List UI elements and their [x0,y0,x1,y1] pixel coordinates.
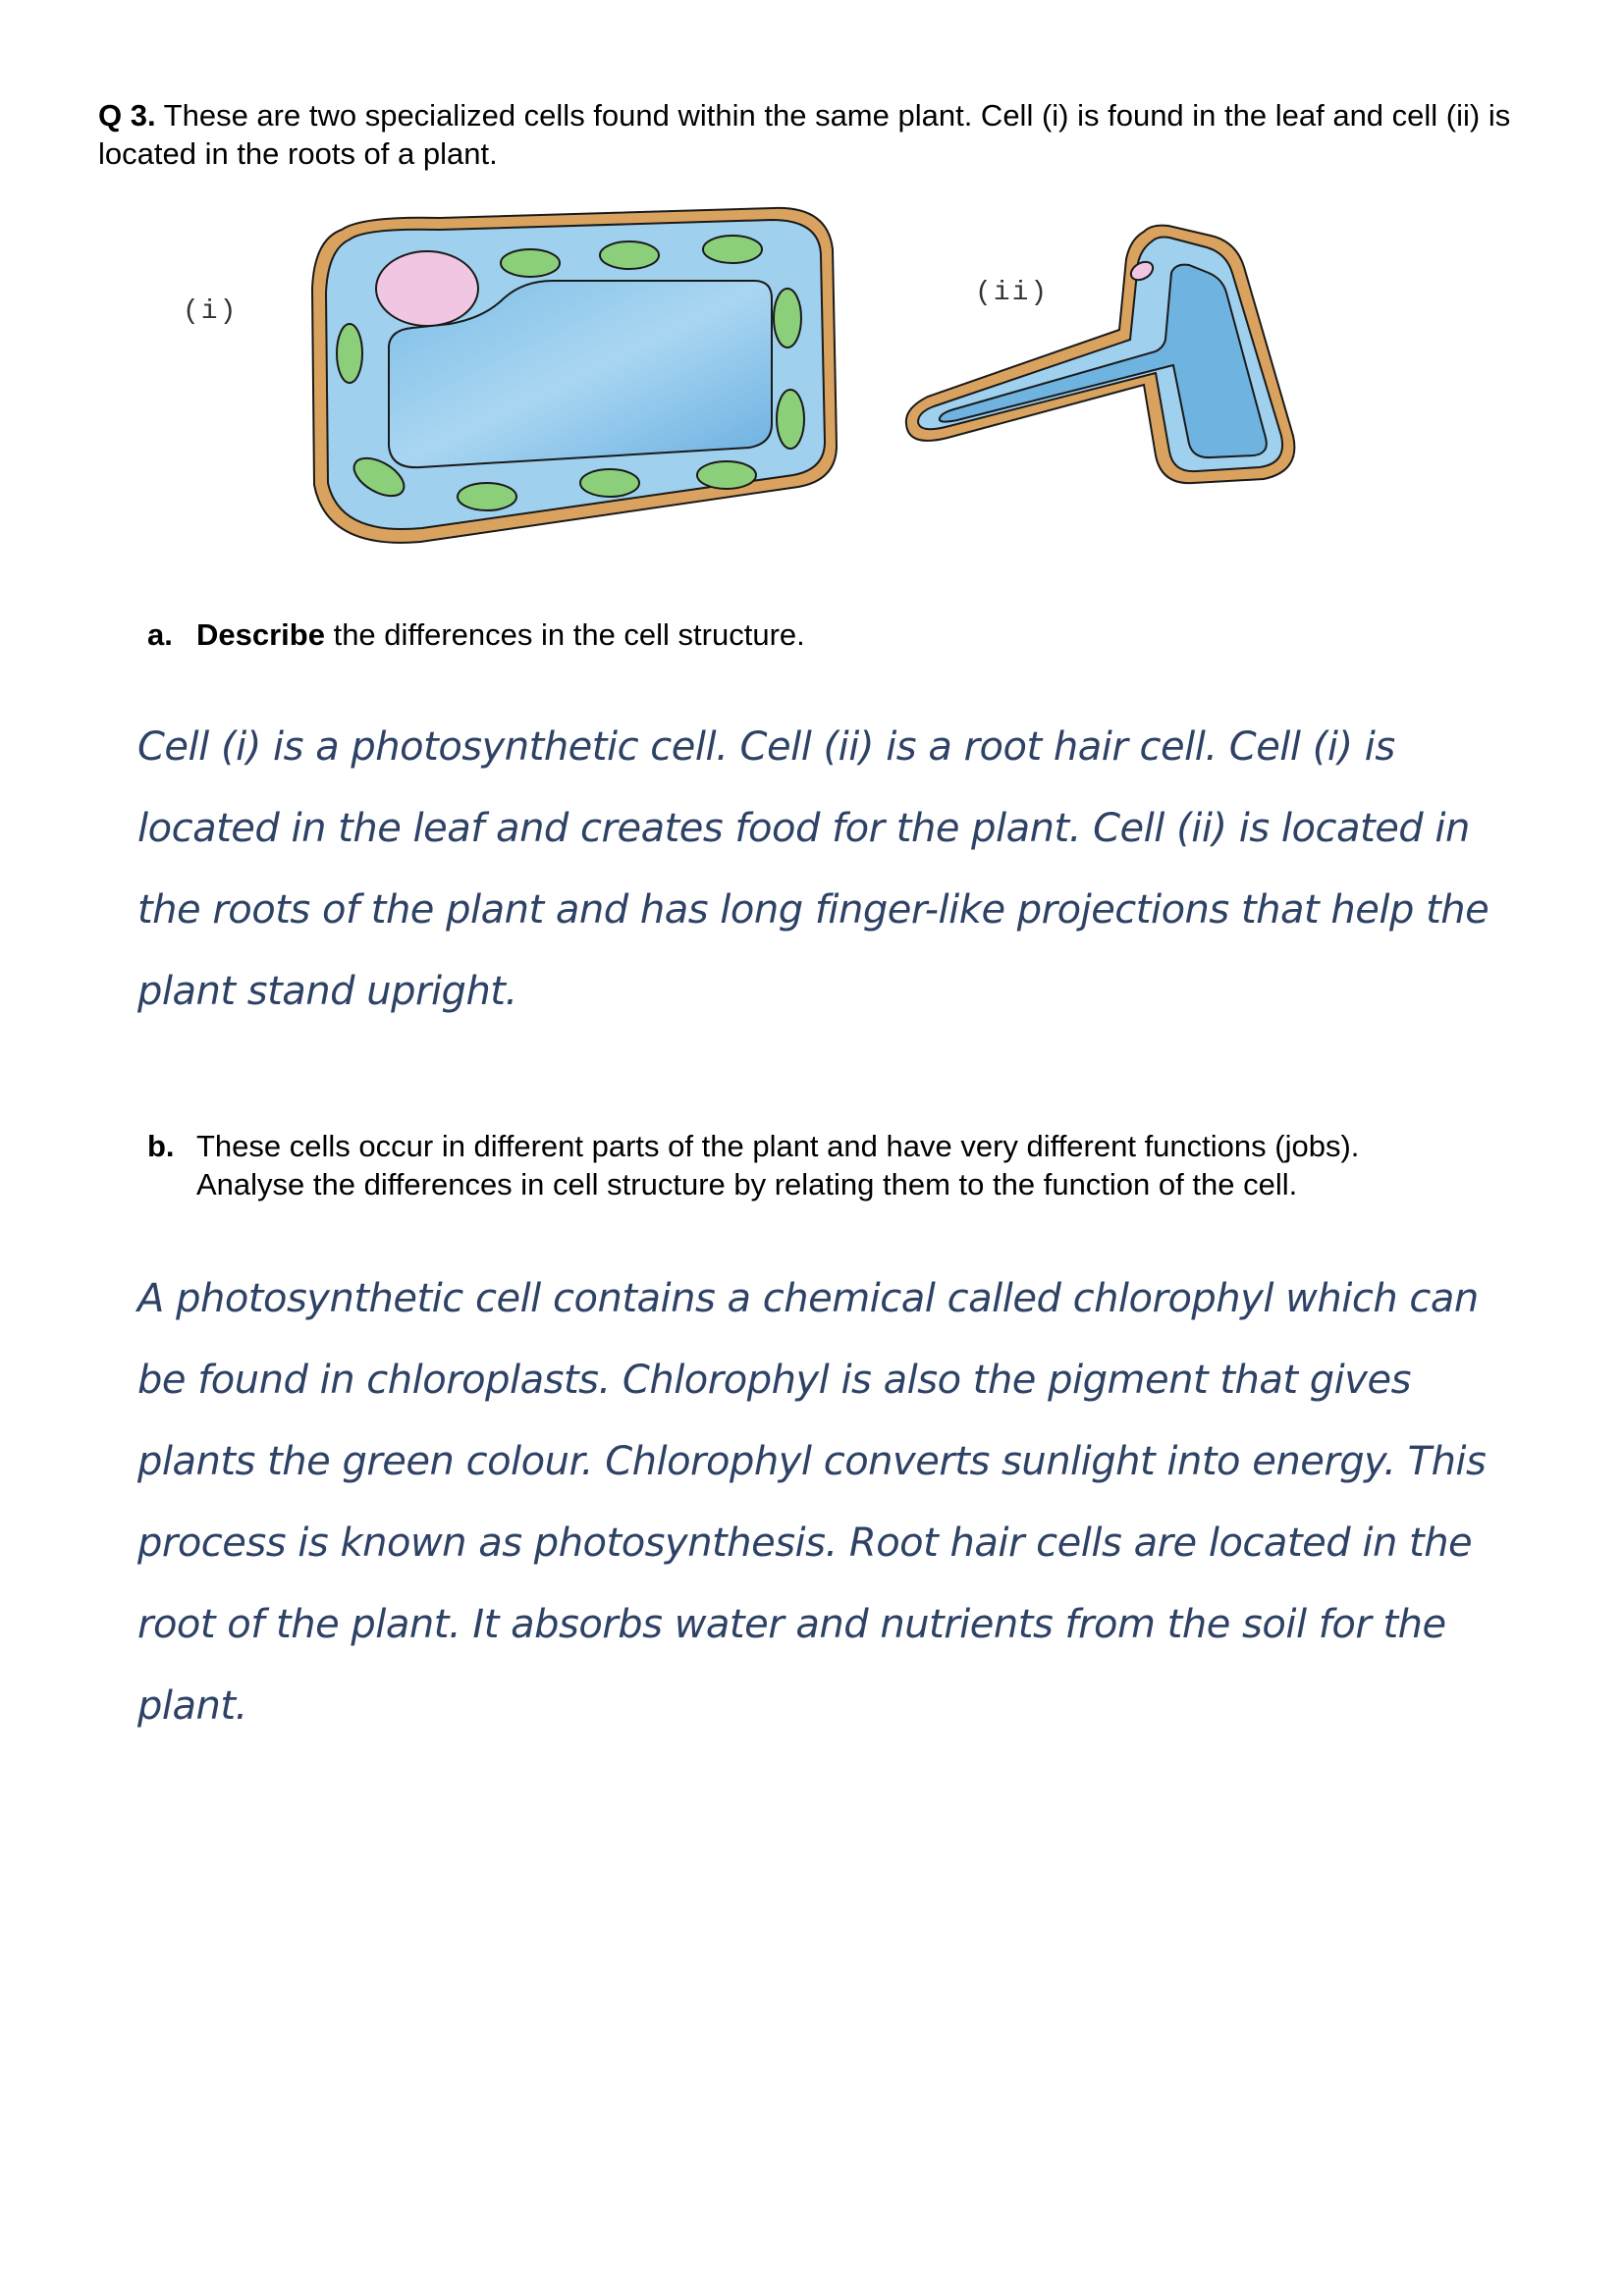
part-b-text-line2: Analyse the differences in cell structure by relating them to the function of the cell. [196,1167,1298,1201]
part-b-answer: A photosynthetic cell contains a chemical called chlorophyl which can be found in chloroplasts. Chlorophyl is also the pigment that gives plants the green colour. Chlorophyl converts sunlight into energy. This process is known as photosynthesis. Root hair cells are located in the root of the plant. It absorbs water and nutrients from the soil for the plant. [137,1276,1487,1729]
part-b-prompt [147,1127,1522,1203]
cell-ii-label: (ii) [975,278,1050,308]
chloroplast [501,249,560,277]
chloroplast [703,236,762,263]
leaf-cell-illustration [302,200,852,554]
part-a-label: a. [147,617,173,652]
cell-i-label: (i) [183,296,239,327]
question-number: Q 3. [98,98,156,133]
question-text: These are two specialized cells found within the same plant. Cell (i) is found in the leaf and cell (ii) is located in the roots of a plant. [98,98,1511,171]
root-hair-cell-illustration [898,220,1311,495]
part-a-command-word: Describe [196,617,325,652]
part-a-text: the differences in the cell structure. [324,617,805,652]
part-b-label: b. [147,1129,175,1163]
question-stem [98,96,1522,173]
chloroplast [777,390,804,449]
chloroplast [600,241,659,269]
chloroplast [337,324,362,383]
part-a-answer: Cell (i) is a photosynthetic cell. Cell (ii) is a root hair cell. Cell (i) is located in the leaf and creates food for the plant. Cell (ii) is located in the roots of the plant and has long finger-like projections that help the plant stand upright. [137,724,1489,1014]
part-a-prompt [147,615,1522,654]
chloroplast [458,483,516,510]
chloroplast [774,289,801,347]
nucleus [376,251,478,326]
chloroplast [580,469,639,497]
chloroplast [697,461,756,489]
part-b-text-line1: These cells occur in different parts of the plant and have very different functions (jobs). [196,1129,1360,1163]
